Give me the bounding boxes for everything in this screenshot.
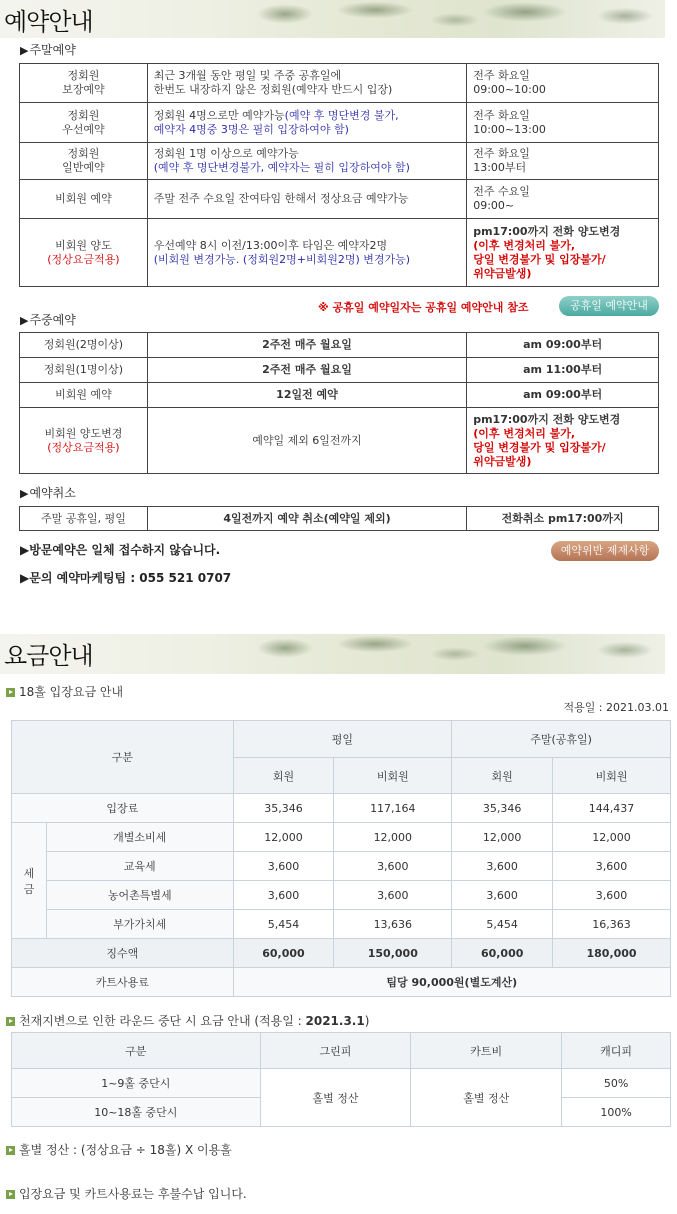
row-time: am 09:00부터 (467, 333, 659, 358)
fees-banner (0, 634, 665, 674)
table-row (20, 408, 659, 474)
cell: 3,600 (553, 852, 671, 881)
table-row (12, 1069, 671, 1098)
row-time: 전주 수요일 09:00~ (467, 180, 659, 219)
row-desc: 주말 전주 수요일 잔여타임 한해서 정상요금 예약가능 (147, 180, 466, 219)
row-desc: 12일전 예약 (147, 383, 466, 408)
cell: 12,000 (233, 823, 334, 852)
caddie-fee-cell: 50% (562, 1069, 671, 1098)
row-label: 농어촌특별세 (46, 881, 233, 910)
header-weekday: 평일 (233, 721, 452, 758)
cell: 35,346 (452, 794, 553, 823)
green-bullet-icon (6, 1146, 15, 1155)
reservation-banner (0, 0, 665, 38)
table-row (12, 910, 671, 939)
row-label: 카트사용료 (12, 968, 234, 997)
cell: 60,000 (452, 939, 553, 968)
row-label: 정회원 우선예약 (20, 103, 148, 143)
row-label: 정회원 일반예약 (20, 143, 148, 180)
row-label: 부가가치세 (46, 910, 233, 939)
cancel-heading: ▶예약취소 (20, 486, 76, 500)
table-row (20, 219, 659, 287)
green-fee-table (11, 720, 671, 997)
header-cart-fee: 카트비 (411, 1033, 562, 1069)
reservation-title: 예약안내 (4, 8, 93, 36)
table-row (12, 823, 671, 852)
cell: 5,454 (233, 910, 334, 939)
row-desc: 예약일 제외 6일전까지 (147, 408, 466, 474)
cell: 5,454 (452, 910, 553, 939)
row-desc: 최근 3개월 동안 평일 및 주중 공휴일에 한번도 내장하지 않은 정회원(예약자 반드시 입장) (147, 64, 466, 103)
cart-row (12, 968, 671, 997)
visit-note: ▶방문예약은 일체 접수하지 않습니다. (20, 543, 221, 557)
cell: 144,437 (553, 794, 671, 823)
header-caddie-fee: 캐디피 (562, 1033, 671, 1069)
cell: 60,000 (233, 939, 334, 968)
row-label: 비회원 양도 (정상요금적용) (20, 219, 148, 287)
triangle-bullet-icon: ▶ (20, 487, 29, 500)
header-nonmember: 비회원 (553, 758, 671, 794)
holiday-notice: ※ 공휴일 예약일자는 공휴일 예약안내 참조 (318, 301, 529, 314)
hole-settlement-note: 홀별 정산 : (정상요금 ÷ 18홀) X 이용홀 (6, 1141, 232, 1158)
header-category: 구분 (12, 721, 234, 794)
row-desc: 4일전까지 예약 취소(예약일 제외) (147, 507, 466, 531)
table-header-row (12, 1033, 671, 1069)
cell: 12,000 (553, 823, 671, 852)
row-label: 1~9홀 중단시 (12, 1069, 261, 1098)
triangle-bullet-icon: ▶ (20, 314, 29, 327)
table-header-row (12, 721, 671, 758)
green-fee-heading: 18홀 입장요금 안내 (6, 683, 123, 700)
table-row (20, 507, 659, 531)
row-desc: 2주전 매주 월요일 (147, 358, 466, 383)
row-time: 전주 화요일 09:00~10:00 (467, 64, 659, 103)
table-row (20, 358, 659, 383)
cell: 150,000 (334, 939, 452, 968)
row-time: am 11:00부터 (467, 358, 659, 383)
row-time: pm17:00까지 전화 양도변경 (이후 변경처리 불가, 당일 변경불가 및 입장불가/ 위약금발생) (467, 408, 659, 474)
stoppage-heading: 천재지변으로 인한 라운드 중단 시 요금 안내 (적용일 : 2021.3.1) (6, 1012, 369, 1029)
cell: 117,164 (334, 794, 452, 823)
caddie-fee-cell: 100% (562, 1098, 671, 1127)
row-time: 전주 화요일 10:00~13:00 (467, 103, 659, 143)
row-time: am 09:00부터 (467, 383, 659, 408)
row-time: pm17:00까지 전화 양도변경 (이후 변경처리 불가, 당일 변경불가 및 입장불가/ 위약금발생) (467, 219, 659, 287)
stoppage-table (11, 1032, 671, 1127)
row-label: 입장료 (12, 794, 234, 823)
contact-note: ▶문의 예약마케팅팀 : 055 521 0707 (20, 571, 232, 585)
table-row (12, 881, 671, 910)
header-green-fee: 그린피 (260, 1033, 411, 1069)
header-nonmember: 비회원 (334, 758, 452, 794)
triangle-bullet-icon: ▶ (20, 543, 30, 557)
header-member: 회원 (452, 758, 553, 794)
cell: 12,000 (334, 823, 452, 852)
row-desc: 우선예약 8시 이전/13:00이후 타임은 예약자2명 (비회원 변경가능. (정회원2명+비회원2명) 변경가능) (147, 219, 466, 287)
table-row (20, 180, 659, 219)
row-label: 비회원 양도변경 (정상요금적용) (20, 408, 148, 474)
weekday-heading: ▶주중예약 (20, 313, 76, 327)
row-label: 징수액 (12, 939, 234, 968)
row-time: 전주 화요일 13:00부터 (467, 143, 659, 180)
triangle-bullet-icon: ▶ (20, 571, 30, 585)
green-bullet-icon (6, 1017, 15, 1026)
holiday-reservation-button[interactable]: 공휴일 예약안내 (559, 296, 659, 316)
row-desc: 정회원 4명으로만 예약가능(예약 후 명단변경 불가, 예약자 4명중 3명은 필히 입장하여야 함) (147, 103, 466, 143)
banner-trees-image (225, 0, 665, 38)
cell: 16,363 (553, 910, 671, 939)
row-label: 개별소비세 (46, 823, 233, 852)
cancel-table (19, 506, 659, 531)
row-label: 정회원(2명이상) (20, 333, 148, 358)
green-bullet-icon (6, 688, 15, 697)
postpaid-note: 입장요금 및 카트사용료는 후불수납 입니다. (6, 1185, 247, 1202)
header-weekend: 주말(공휴일) (452, 721, 671, 758)
row-label: 주말 공휴일, 평일 (20, 507, 148, 531)
cell: 3,600 (452, 881, 553, 910)
violation-sanctions-button[interactable]: 예약위반 제재사항 (551, 541, 659, 561)
table-row (20, 64, 659, 103)
total-row (12, 939, 671, 968)
banner-trees-image (225, 634, 665, 672)
table-row (20, 333, 659, 358)
cell: 13,636 (334, 910, 452, 939)
cell: 3,600 (233, 881, 334, 910)
weekday-table (19, 332, 659, 474)
row-desc: 정회원 1명 이상으로 예약가능 (예약 후 명단변경불가, 예약자는 필히 입장하여야 함) (147, 143, 466, 180)
header-member: 회원 (233, 758, 334, 794)
cell: 3,600 (452, 852, 553, 881)
cart-fee-cell: 홀별 정산 (411, 1069, 562, 1127)
cell: 3,600 (334, 852, 452, 881)
cell: 12,000 (452, 823, 553, 852)
weekend-table (19, 63, 659, 287)
fees-title: 요금안내 (4, 642, 93, 670)
green-fee-cell: 홀별 정산 (260, 1069, 411, 1127)
cell: 3,600 (553, 881, 671, 910)
green-bullet-icon (6, 1190, 15, 1199)
row-time: 전화취소 pm17:00까지 (467, 507, 659, 531)
row-desc: 2주전 매주 월요일 (147, 333, 466, 358)
row-label: 비회원 예약 (20, 383, 148, 408)
table-row (20, 383, 659, 408)
triangle-bullet-icon: ▶ (20, 44, 29, 57)
row-label: 정회원(1명이상) (20, 358, 148, 383)
cell: 3,600 (233, 852, 334, 881)
tax-label: 세 금 (12, 823, 47, 939)
table-row (12, 852, 671, 881)
cell: 3,600 (334, 881, 452, 910)
effective-date: 적용일 : 2021.03.01 (563, 701, 669, 714)
row-label: 정회원 보장예약 (20, 64, 148, 103)
table-row (20, 103, 659, 143)
row-label: 10~18홀 중단시 (12, 1098, 261, 1127)
header-category: 구분 (12, 1033, 261, 1069)
table-row (20, 143, 659, 180)
cell: 35,346 (233, 794, 334, 823)
row-label: 비회원 예약 (20, 180, 148, 219)
table-row (12, 794, 671, 823)
cart-fee-value: 팀당 90,000원(별도계산) (233, 968, 670, 997)
weekend-heading: ▶주말예약 (20, 43, 76, 57)
cell: 180,000 (553, 939, 671, 968)
row-label: 교육세 (46, 852, 233, 881)
